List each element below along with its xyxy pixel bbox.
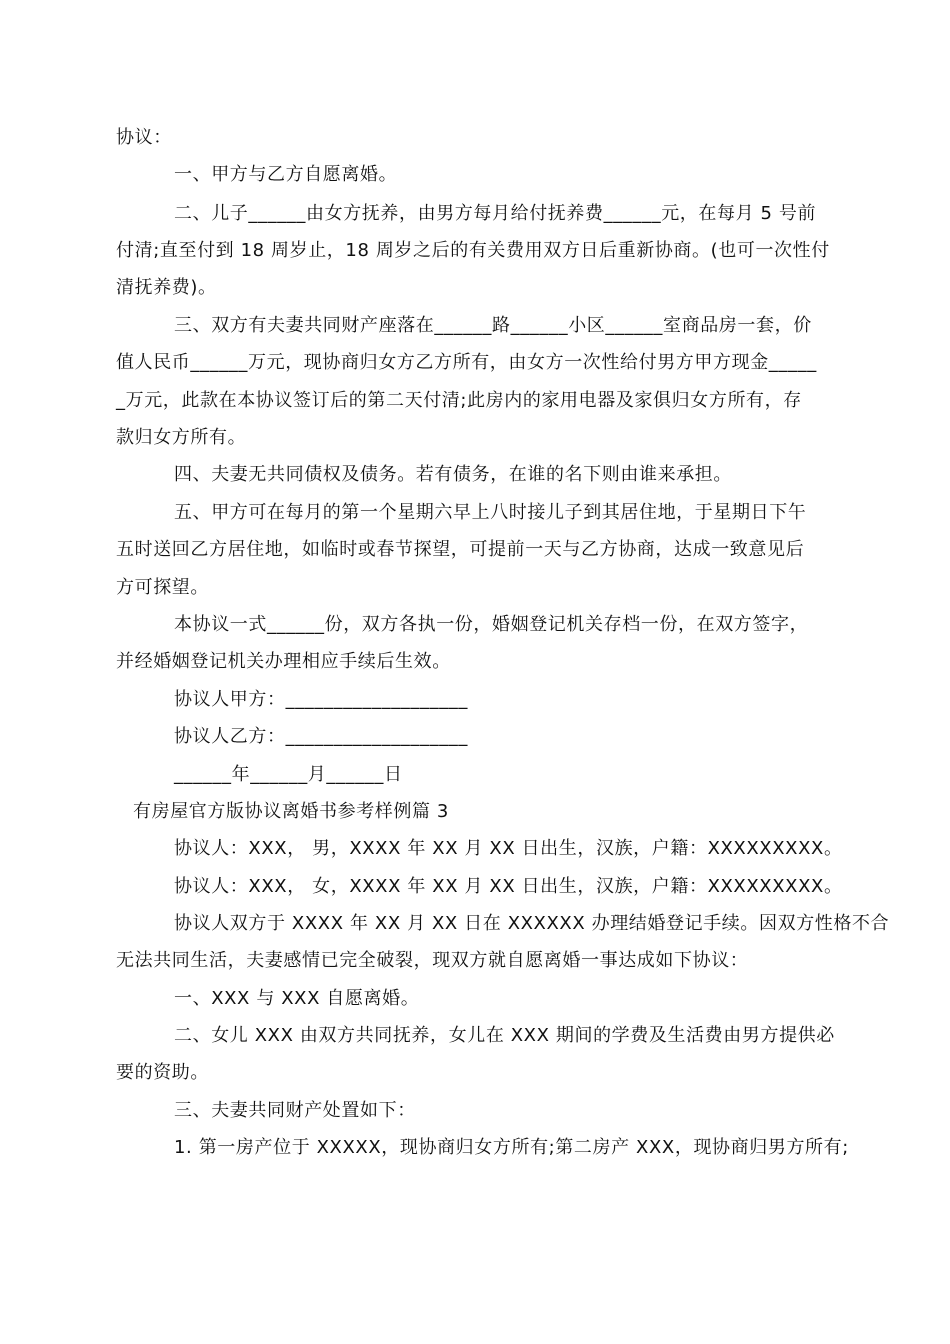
text-line: 值人民币______万元，现协商归女方乙方所有，由女方一次性给付男方甲方现金_____ (116, 352, 817, 373)
text-line: 方可探望。 (116, 577, 209, 598)
text-line: 协议人：XXX， 女，XXXX 年 XX 月 XX 日出生，汉族，户籍：XXXXXXXXX。 (174, 876, 843, 897)
text-line: 协议人：XXX， 男，XXXX 年 XX 月 XX 日出生，汉族，户籍：XXXXXXXXX。 (174, 838, 843, 859)
signature-line-party-b: 协议人乙方：___________________ (174, 726, 468, 747)
text-line: 清抚养费)。 (116, 277, 217, 298)
text-line: 一、XXX 与 XXX 自愿离婚。 (174, 988, 420, 1009)
text-line: 并经婚姻登记机关办理相应手续后生效。 (116, 651, 451, 672)
text-line: 四、夫妻无共同债权及债务。若有债务，在谁的名下则由谁来承担。 (174, 464, 732, 485)
text-line: 付清;直至付到 18 周岁止，18 周岁之后的有关费用双方日后重新协商。(也可一次性付 (116, 240, 830, 261)
text-line: _万元，此款在本协议签订后的第二天付清;此房内的家用电器及家俱归女方所有，存 (116, 390, 802, 411)
text-line: 1. 第一房产位于 XXXXX，现协商归女方所有;第二房产 XXX，现协商归男方所有; (174, 1137, 849, 1158)
section-heading: 有房屋官方版协议离婚书参考样例篇 3 (133, 801, 449, 822)
text-line: 五时送回乙方居住地，如临时或春节探望，可提前一天与乙方协商，达成一致意见后 (116, 539, 805, 560)
text-line: 一、甲方与乙方自愿离婚。 (174, 164, 398, 185)
text-line: 五、甲方可在每月的第一个星期六早上八时接儿子到其居住地，于星期日下午 (174, 502, 807, 523)
text-line: 要的资助。 (116, 1062, 209, 1083)
date-line: ______年______月______日 (174, 764, 403, 785)
text-line: 本协议一式______份，双方各执一份，婚姻登记机关存档一份，在双方签字， (174, 614, 809, 635)
text-line: 三、夫妻共同财产处置如下： (174, 1100, 416, 1121)
text-line: 二、女儿 XXX 由双方共同抚养，女儿在 XXX 期间的学费及生活费由男方提供必 (174, 1025, 835, 1046)
text-line: 无法共同生活，夫妻感情已完全破裂，现双方就自愿离婚一事达成如下协议： (116, 950, 749, 971)
text-line: 协议人双方于 XXXX 年 XX 月 XX 日在 XXXXXX 办理结婚登记手续。因双方性格不合 (174, 913, 890, 934)
text-line: 协议： (116, 127, 172, 148)
text-line: 三、双方有夫妻共同财产座落在______路______小区______室商品房一套，价 (174, 315, 812, 336)
text-line: 款归女方所有。 (116, 427, 247, 448)
text-line: 二、儿子______由女方抚养，由男方每月给付抚养费______元，在每月 5 号前 (174, 203, 817, 224)
signature-line-party-a: 协议人甲方：___________________ (174, 689, 468, 710)
